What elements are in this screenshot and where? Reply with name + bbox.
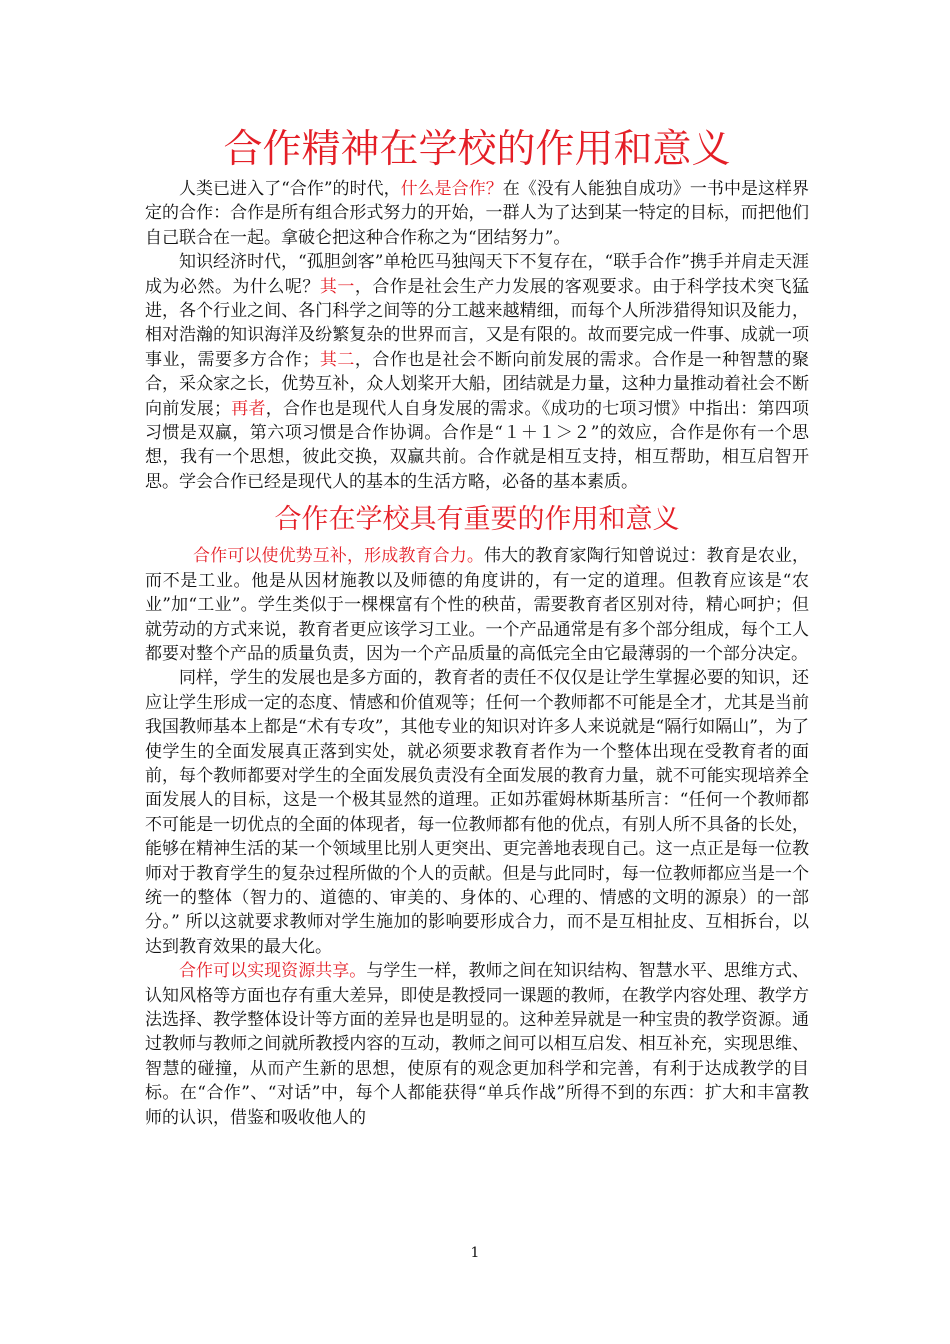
text-run: ，合作也是现代人自身发展的需求。《成功的七项习惯》中指出：第四项习惯是双赢，第六项习惯是合作协调。合作是“１＋１＞２”的效应，合作是你有一个思想，我有一个思想，彼此交换，双赢共前。合作就是相互支持，相互帮助，相互启智开思。学会合作已经是现代人的基本的生活方略，必备的基本素质。 — [145, 398, 809, 492]
section-paragraph-1 — [145, 544, 809, 666]
text-run: 在《没有人能独自成功》一书中是这样界定的合作：合作是所有组合形式努力的开始，一群人为了达到某一特定的目标，而把他们自己联合在一起。拿破仑把这种合作称之为“团结努力”。 — [145, 179, 810, 248]
text-run: 人类已进入了“合作”的时代， — [179, 179, 401, 199]
highlight-first: 其一 — [319, 276, 355, 297]
text-run: 与学生一样，教师之间在知识结构、智慧水平、思维方式、认知风格等方面也存有重大差异，即使是教授同一课题的教师，在教学内容处理、教学方法选择、教学整体设计等方面的差异也是明显的。这种差异就是一种宝贵的教学资源。通过教师与教师之间就所教授内容的互动，教师之间可以相互启发、相互补充，实现思维、智慧的碰撞，从而产生新的思想，使原有的观念更加科学和完善，有利于达成教学的目标。在“合作”、“对话”中，每个人都能获得“单兵作战”所得不到的东西：扩大和丰富教师的认识，借鉴和吸收他人的 — [145, 961, 810, 1128]
intro-paragraph-1 — [145, 177, 809, 250]
highlight-third: 再者 — [231, 398, 266, 419]
section-heading: 合作在学校具有重要的作用和意义 — [274, 504, 680, 536]
intro-paragraph-2 — [145, 250, 809, 494]
document-body — [145, 125, 809, 1130]
section-paragraph-3 — [145, 959, 809, 1130]
highlight-second: 其二 — [319, 349, 355, 370]
highlight-point-1: 合作可以使优势互补，形成教育合力。 — [193, 546, 484, 567]
text-run: 伟大的教育家陶行知曾说过：教育是农业，而不是工业。他是从因材施教以及师德的角度讲的，有一定的道理。但教育应该是“农业”加“工业”。学生类似于一棵棵富有个性的秧苗，需要教育者区别对待，精心呵护；但就劳动的方式来说，教育者更应该学习工业。一个产品通常是有多个部分组成，每个工人都要对整个产品的质量负责，因为一个产品质量的高低完全由它最薄弱的一个部分决定。 — [145, 546, 810, 664]
highlight-question: 什么是合作？ — [400, 179, 503, 199]
page-title: 合作精神在学校的作用和意义 — [223, 127, 731, 172]
text-run: ，合作是社会生产力发展的客观要求。由于科学技术突飞猛进，各个行业之间、各门科学之间等的分工越来越精细，而每个人所涉猎得知识及能力，相对浩瀚的知识海洋及纷繁复杂的世界而言，又是有限的。故而要完成一件事、成就一项事业，需要多方合作； — [145, 276, 810, 370]
text-run: ，合作也是社会不断向前发展的需求。合作是一种智慧的聚合，采众家之长，优势互补，众人划桨开大船，团结就是力量，这种力量推动着社会不断向前发展； — [145, 349, 810, 419]
section-paragraph-2: 同样，学生的发展也是多方面的，教育者的责任不仅仅是让学生掌握必要的知识，还应让学生形成一定的态度、情感和价值观等；任何一个教师都不可能是全才，尤其是当前我国教师基本上都是“术有专攻”，其他专业的知识对许多人来说就是“隔行如隔山”，为了使学生的全面发展真正落到实处，就必须要求教育者作为一个整体出现在受教育者的面前，每个教师都要对学生的全面发展负责没有全面发展的教育力量，就不可能实现培养全面发展人的目标，这是一个极其显然的道理。正如苏霍姆林斯基所言：“任何一个教师都不可能是一切优点的全面的体现者，每一位教师都有他的优点，有别人所不具备的长处，能够在精神生活的某一个领域里比别人更突出、更完善地表现自己。这一点正是每一位教师对于教育学生的复杂过程所做的个人的贡献。但是与此同时，每一位教师都应当是一个统一的整体（智力的、道德的、审美的、身体的、心理的、情感的文明的源泉）的一部分。” 所以这就要求教师对学生施加的影响要形成合力，而不是互相扯皮、互相拆台，以达到教育效果的最大化。 — [145, 668, 809, 957]
text-run: 知识经济时代，“孤胆剑客”单枪匹马独闯天下不复存在，“联手合作”携手并肩走天涯成为必然。为什么呢？ — [145, 252, 809, 297]
page-number: 1 — [470, 1245, 480, 1261]
highlight-point-2: 合作可以实现资源共享。 — [179, 961, 367, 982]
